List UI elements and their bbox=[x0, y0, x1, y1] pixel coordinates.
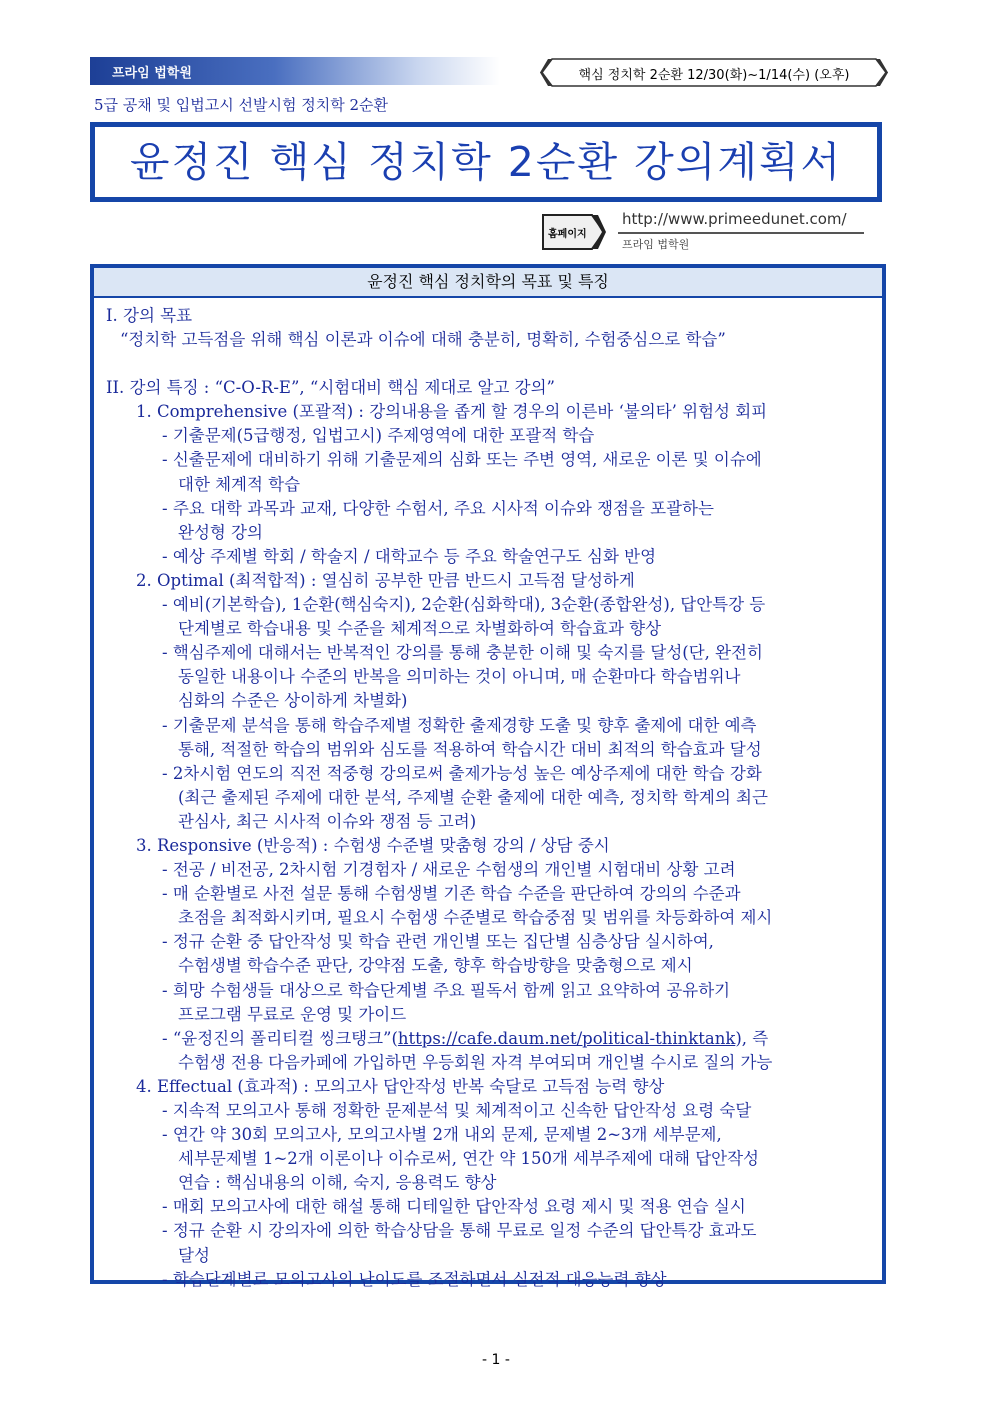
bullet-cont: 완성형 강의 bbox=[178, 522, 263, 542]
academy-banner bbox=[90, 57, 500, 85]
feature-heading: II. 강의 특징 : “C-O-R-E”, “시험대비 핵심 제대로 알고 강의” bbox=[106, 378, 555, 398]
bullet: - 2차시험 연도의 직전 적중형 강의로써 출제가능성 높은 예상주제에 대한 학습 강화 bbox=[162, 763, 762, 783]
bullet-cont: 단계별로 학습내용 및 수준을 체계적으로 차별화하여 학습효과 향상 bbox=[178, 619, 662, 639]
bullet: - 매회 모의고사에 대한 해설 통해 디테일한 답안작성 요령 제시 및 적용 연습 실시 bbox=[162, 1197, 746, 1217]
bullet-cont: 초점을 최적화시키며, 필요시 수험생 수준별로 학습중점 및 범위를 차등화하여 제시 bbox=[178, 908, 773, 928]
bullet: - 지속적 모의고사 통해 정확한 문제분석 및 체계적이고 신속한 답안작성 요령 숙달 bbox=[162, 1101, 752, 1120]
page-title: 윤정진 핵심 정치학 2순환 강의계획서 bbox=[129, 138, 843, 186]
schedule-text: 핵심 정치학 2순환 12/30(화)~1/14(수) (오후) bbox=[578, 68, 850, 83]
homepage-url[interactable]: http://www.primeedunet.com/ bbox=[622, 210, 847, 228]
bullet: - 매 순환별로 사전 설문 통해 수험생별 기존 학습 수준을 판단하여 강의의 수준과 bbox=[162, 884, 741, 904]
item-responsive: 3. Responsive (반응적) : 수험생 수준별 맞춤형 강의 / 상담 중시 bbox=[136, 835, 610, 855]
goal-heading: I. 강의 목표 bbox=[106, 306, 193, 325]
bullet: - 희망 수험생들 대상으로 학습단계별 주요 필독서 함께 읽고 요약하여 공유하기 bbox=[162, 980, 731, 1000]
bullet: - 정규 순환 시 강의자에 의한 학습상담을 통해 무료로 일정 수준의 답안특강 효과도 bbox=[162, 1221, 757, 1241]
cafe-link[interactable]: https://cafe.daum.net/political-thinktank bbox=[397, 1028, 736, 1048]
bullet-cont: 연습 : 핵심내용의 이해, 숙지, 응용력도 향상 bbox=[178, 1173, 497, 1193]
academy-name: 프라임 법학원 bbox=[112, 66, 192, 81]
bullet-cont: 수험생 전용 다음카페에 가입하면 우등회원 자격 부여되며 개인별 수시로 질의 가능 bbox=[178, 1052, 773, 1072]
section-body bbox=[94, 298, 882, 1292]
bullet: - 연간 약 30회 모의고사, 모의고사별 2개 내외 문제, 문제별 2~3개 세부문제, bbox=[162, 1125, 722, 1145]
bullet-cont: 통해, 적절한 학습의 범위와 심도를 적용하여 학습시간 대비 최적의 학습효과 달성 bbox=[178, 739, 762, 759]
page-number: - 1 - bbox=[482, 1352, 510, 1368]
cafe-bullet bbox=[106, 1027, 876, 1051]
bullet-cont: 심화의 수준은 상이하게 차별화) bbox=[178, 691, 408, 711]
bullet-cont: 세부문제별 1~2개 이론이나 이슈로써, 연간 약 150개 세부주제에 대해 답안작성 bbox=[178, 1149, 759, 1169]
homepage-divider bbox=[618, 232, 864, 234]
bullet-cont: 수험생별 학습수준 판단, 강약점 도출, 향후 학습방향을 맞춤형으로 제시 bbox=[178, 956, 693, 976]
bullet: - 핵심주제에 대해서는 반복적인 강의를 통해 충분한 이해 및 숙지를 달성(단, 완전히 bbox=[162, 643, 763, 663]
spacer bbox=[106, 352, 876, 376]
page-subtitle: 5급 공채 및 입법고시 선발시험 정치학 2순환 bbox=[94, 96, 389, 114]
bullet: - 기출문제(5급행정, 입법고시) 주제영역에 대한 포괄적 학습 bbox=[162, 426, 595, 446]
bullet: - 신출문제에 대비하기 위해 기출문제의 심화 또는 주변 영역, 새로운 이론 및 이슈에 bbox=[162, 450, 762, 470]
item-optimal: 2. Optimal (최적합적) : 열심히 공부한 만큼 반드시 고득점 달성하게 bbox=[136, 570, 635, 590]
bullet: - 예상 주제별 학회 / 학술지 / 대학교수 등 주요 학술연구도 심화 반영 bbox=[162, 546, 657, 566]
schedule-tag bbox=[540, 58, 888, 87]
bullet-cont: 대한 체계적 학습 bbox=[178, 474, 301, 494]
bullet-cont: (최근 출제된 주제에 대한 분석, 주제별 순환 출제에 대한 예측, 정치학 학계의 최근 bbox=[178, 787, 768, 807]
item-comprehensive: 1. Comprehensive (포괄적) : 강의내용을 좁게 할 경우의 이른바 ‘불의타’ 위험성 회피 bbox=[136, 402, 768, 422]
goal-statement: “정치학 고득점을 위해 핵심 이론과 이슈에 대해 충분히, 명확히, 수험중심으로 학습” bbox=[120, 330, 726, 350]
title-box bbox=[90, 122, 882, 202]
bullet: - 학습단계별로 모의고사의 난이도를 조절하면서 실전적 대응능력 향상 bbox=[162, 1269, 667, 1289]
bullet-cont: 프로그램 무료로 운영 및 가이드 bbox=[178, 1004, 407, 1024]
cafe-text-end: ), 즉 bbox=[735, 1028, 769, 1048]
section-heading: 윤정진 핵심 정치학의 목표 및 특징 bbox=[94, 268, 882, 298]
bullet-cont: 관심사, 최근 시사적 이슈와 쟁점 등 고려) bbox=[178, 811, 477, 831]
content-box bbox=[90, 264, 886, 1289]
bullet: - 전공 / 비전공, 2차시험 기경험자 / 새로운 수험생의 개인별 시험대비 상황 고려 bbox=[162, 860, 736, 880]
bullet: - 정규 순환 중 답안작성 및 학습 관련 개인별 또는 집단별 심층상담 실시하여, bbox=[162, 932, 714, 952]
homepage-block[interactable] bbox=[542, 210, 872, 254]
homepage-badge[interactable] bbox=[542, 214, 600, 250]
homepage-badge-label: 홈페이지 bbox=[548, 229, 587, 240]
bullet-cont: 달성 bbox=[178, 1245, 210, 1265]
bullet-cont: 동일한 내용이나 수준의 반복을 의미하는 것이 아니며, 매 순환마다 학습범위나 bbox=[178, 667, 741, 687]
bullet: - 기출문제 분석을 통해 학습주제별 정확한 출제경향 도출 및 향후 출제에 대한 예측 bbox=[162, 715, 757, 735]
item-effectual: 4. Effectual (효과적) : 모의고사 답안작성 반복 숙달로 고득점 능력 향상 bbox=[136, 1076, 665, 1096]
homepage-academy-name: 프라임 법학원 bbox=[622, 238, 690, 251]
cafe-text: - “윤정진의 폴리티컬 씽크탱크”( bbox=[162, 1028, 398, 1048]
bullet: - 예비(기본학습), 1순환(핵심숙지), 2순환(심화학대), 3순환(종합완성), 답안특강 등 bbox=[162, 595, 766, 615]
bullet: - 주요 대학 과목과 교재, 다양한 수험서, 주요 시사적 이슈와 쟁점을 포괄하는 bbox=[162, 498, 714, 518]
